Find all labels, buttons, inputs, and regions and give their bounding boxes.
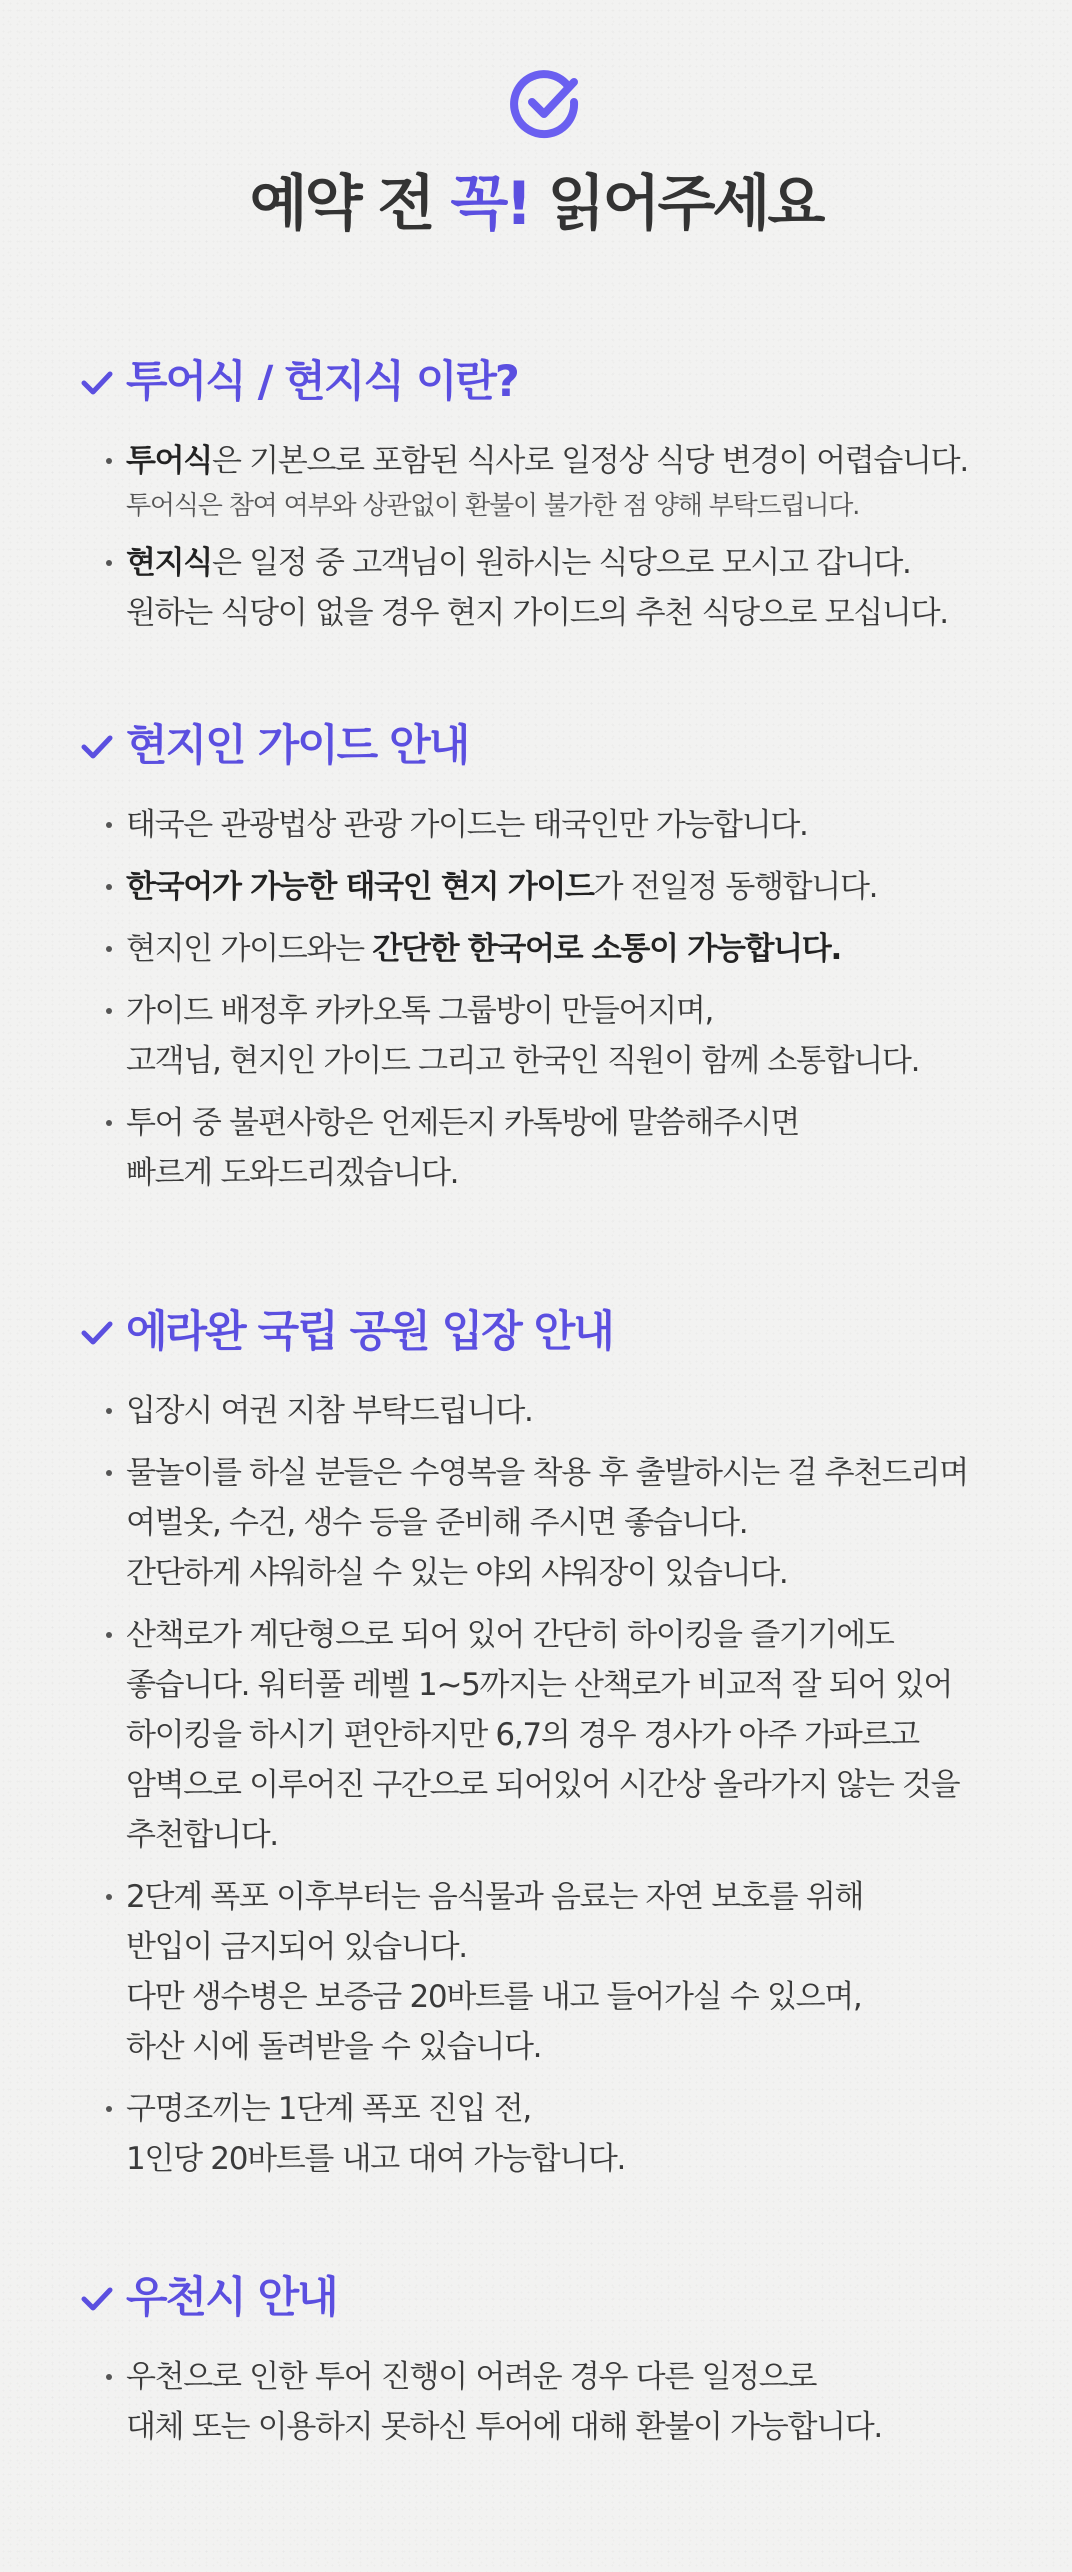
- checkmark-icon: [80, 1316, 114, 1350]
- list-item: [80, 436, 1020, 526]
- bullet-icon: [106, 1120, 112, 1126]
- info-list: [80, 1386, 1020, 2184]
- list-item: [80, 2352, 1020, 2452]
- section-title: 에라완 국립 공원 입장 안내: [126, 1307, 613, 1357]
- list-item: [80, 986, 1020, 1086]
- bullet-icon: [106, 458, 112, 464]
- check-circle-icon: [508, 64, 584, 140]
- item-line: 우천으로 인한 투어 진행이 어려운 경우 다른 일정으로: [126, 2359, 817, 2395]
- item-text: 가 전일정 동행합니다.: [593, 869, 878, 905]
- info-list: [80, 436, 1020, 638]
- item-line: 암벽으로 이루어진 구간으로 되어있어 시간상 올라가지 않는 것을: [126, 1767, 960, 1803]
- item-line: 간단하게 샤워하실 수 있는 야외 샤워장이 있습니다.: [126, 1555, 788, 1591]
- list-item: [80, 924, 1020, 974]
- item-line: 투어 중 불편사항은 언제든지 카톡방에 말씀해주시면: [126, 1105, 799, 1141]
- list-item: [80, 1872, 1020, 2072]
- section-park-entry: [80, 1298, 1020, 2196]
- checkmark-icon: [80, 2282, 114, 2316]
- item-line: 태국은 관광법상 관광 가이드는 태국인만 가능합니다.: [126, 807, 808, 843]
- item-line: 구명조끼는 1단계 폭포 진입 전,: [126, 2091, 531, 2127]
- item-line: 고객님, 현지인 가이드 그리고 한국인 직원이 함께 소통합니다.: [126, 1043, 920, 1079]
- item-line: [126, 538, 1020, 588]
- section-guide-info: [80, 712, 1020, 1210]
- list-item: [80, 2084, 1020, 2184]
- item-line: 산책로가 계단형으로 되어 있어 간단히 하이킹을 즐기기에도: [126, 1617, 894, 1653]
- item-line: 좋습니다. 워터풀 레벨 1~5까지는 산책로가 비교적 잘 되어 있어: [126, 1667, 953, 1703]
- checkmark-icon: [80, 366, 114, 400]
- item-note: 투어식은 참여 여부와 상관없이 환불이 불가한 점 양해 부탁드립니다.: [126, 491, 860, 521]
- list-item: [80, 1610, 1020, 1860]
- bullet-icon: [106, 884, 112, 890]
- bullet-icon: [106, 1008, 112, 1014]
- info-list: [80, 800, 1020, 1198]
- list-item: [80, 1386, 1020, 1436]
- item-bold-text: 한국어가 가능한 태국인 현지 가이드: [126, 869, 594, 905]
- item-text: 은 기본으로 포함된 식사로 일정상 식당 변경이 어렵습니다.: [211, 443, 968, 479]
- info-list: [80, 2352, 1020, 2452]
- item-text: 현지인 가이드와는: [126, 931, 373, 967]
- list-item: [80, 800, 1020, 850]
- bullet-icon: [106, 1470, 112, 1476]
- page-title: [0, 164, 1072, 244]
- section-heading: [80, 2264, 1020, 2334]
- section-title: 우천시 안내: [126, 2273, 337, 2323]
- item-line: 하산 시에 돌려받을 수 있습니다.: [126, 2029, 542, 2065]
- item-line: 물놀이를 하실 분들은 수영복을 착용 후 출발하시는 걸 추천드리며: [126, 1455, 968, 1491]
- section-heading: [80, 1298, 1020, 1368]
- page-header: [0, 0, 1072, 260]
- section-rain-info: [80, 2264, 1020, 2464]
- section-meal-info: [80, 348, 1020, 650]
- bullet-icon: [106, 1408, 112, 1414]
- item-bold-text: 현지식: [126, 545, 212, 581]
- item-line: 원하는 식당이 없을 경우 현지 가이드의 추천 식당으로 모십니다.: [126, 595, 948, 631]
- bullet-icon: [106, 822, 112, 828]
- list-item: [80, 1448, 1020, 1598]
- item-line: 반입이 금지되어 있습니다.: [126, 1929, 467, 1965]
- item-line: 2단계 폭포 이후부터는 음식물과 음료는 자연 보호를 위해: [126, 1879, 864, 1915]
- bullet-icon: [106, 1894, 112, 1900]
- item-line: 가이드 배정후 카카오톡 그룹방이 만들어지며,: [126, 993, 714, 1029]
- bullet-icon: [106, 946, 112, 952]
- checkmark-icon: [80, 730, 114, 764]
- bullet-icon: [106, 2374, 112, 2380]
- bullet-icon: [106, 2106, 112, 2112]
- item-line: 1인당 20바트를 내고 대여 가능합니다.: [126, 2141, 626, 2177]
- list-item: [80, 1098, 1020, 1198]
- list-item: [80, 538, 1020, 638]
- item-line: [126, 436, 1020, 486]
- page-title-part1: 예약 전: [249, 169, 451, 239]
- item-line: 대체 또는 이용하지 못하신 투어에 대해 환불이 가능합니다.: [126, 2409, 882, 2445]
- page-title-accent: 꼭!: [450, 169, 530, 239]
- item-line: [126, 862, 1020, 912]
- item-line: 추천합니다.: [126, 1817, 278, 1853]
- page-title-part2: 읽어주세요: [529, 169, 823, 239]
- item-line: [126, 924, 1020, 974]
- item-text: 은 일정 중 고객님이 원하시는 식당으로 모시고 갑니다.: [211, 545, 911, 581]
- section-heading: [80, 348, 1020, 418]
- section-title: 투어식 / 현지식 이란?: [126, 357, 518, 407]
- item-bold-text: 간단한 한국어로 소통이 가능합니다.: [372, 931, 841, 967]
- section-heading: [80, 712, 1020, 782]
- item-line: 하이킹을 하시기 편안하지만 6,7의 경우 경사가 아주 가파르고: [126, 1717, 919, 1753]
- bullet-icon: [106, 1632, 112, 1638]
- item-bold-text: 투어식: [126, 443, 212, 479]
- section-title: 현지인 가이드 안내: [126, 721, 469, 771]
- item-line: 다만 생수병은 보증금 20바트를 내고 들어가실 수 있으며,: [126, 1979, 862, 2015]
- item-line: 여벌옷, 수건, 생수 등을 준비해 주시면 좋습니다.: [126, 1505, 748, 1541]
- bullet-icon: [106, 560, 112, 566]
- item-line: 입장시 여권 지참 부탁드립니다.: [126, 1393, 533, 1429]
- list-item: [80, 862, 1020, 912]
- item-line: 빠르게 도와드리겠습니다.: [126, 1155, 459, 1191]
